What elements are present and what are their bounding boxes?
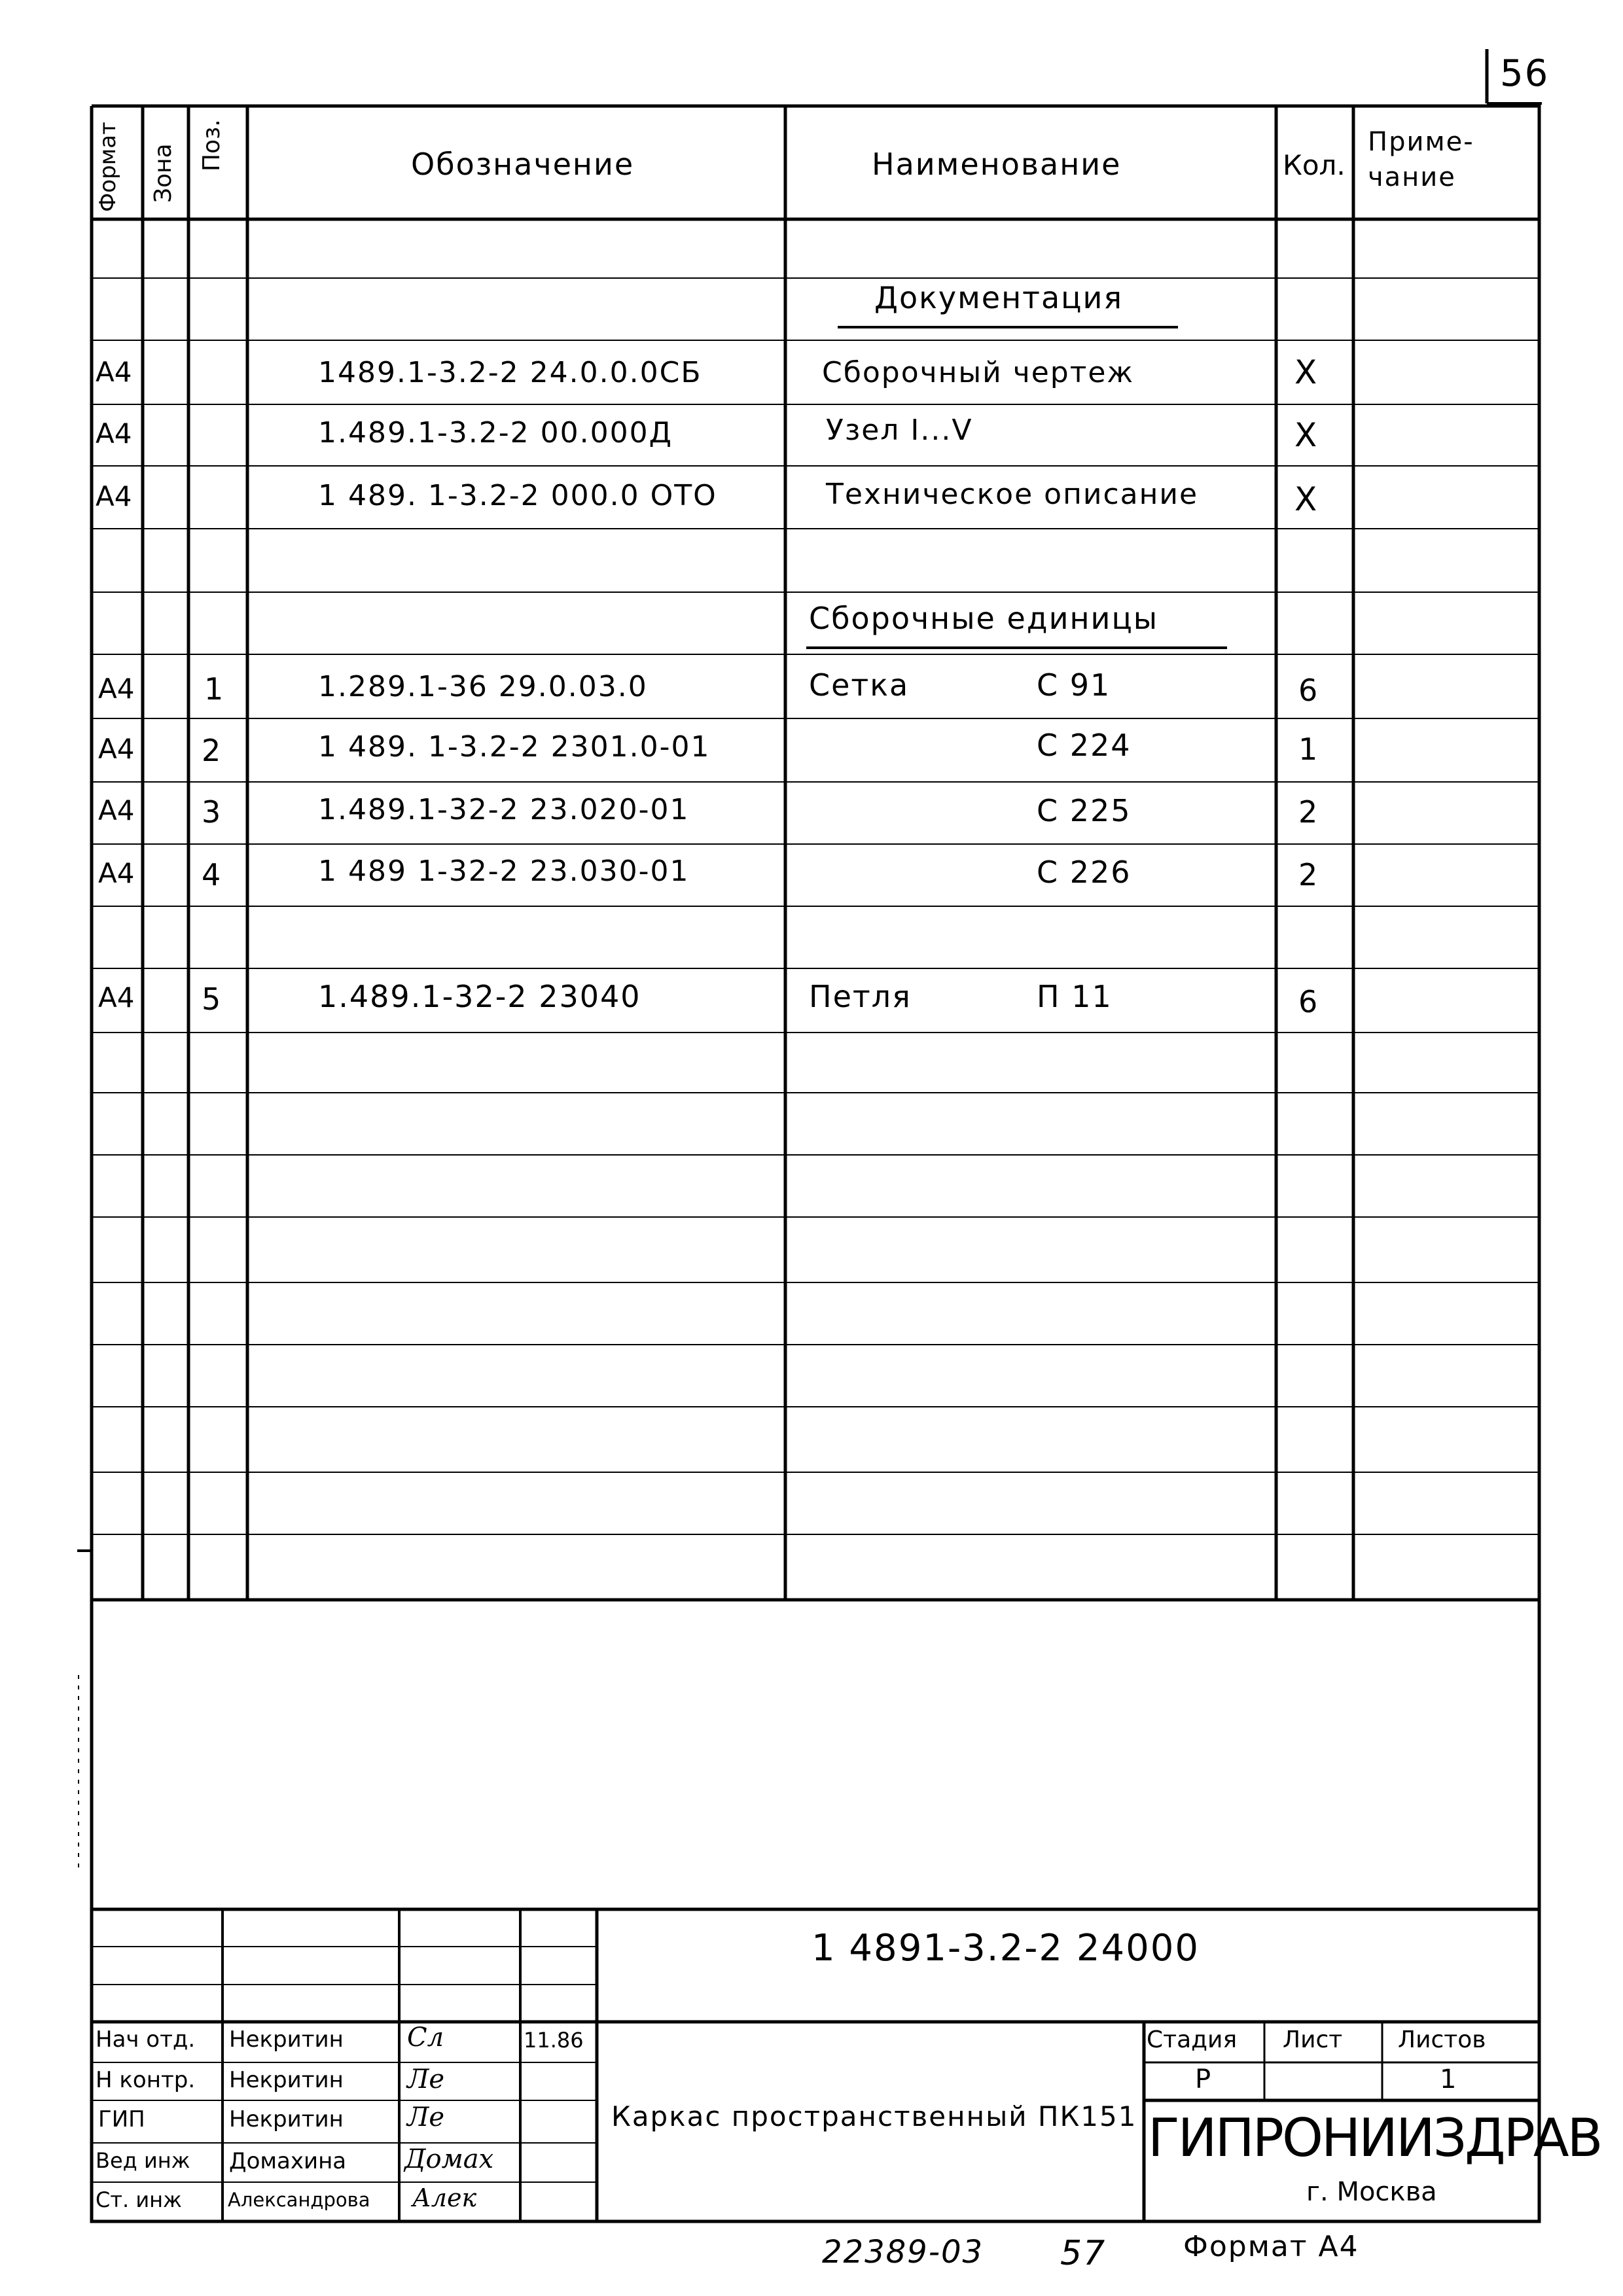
cell-designation: 1 489 1-32-2 23.030-01 bbox=[318, 855, 690, 888]
sheet-label: Лист bbox=[1283, 2026, 1343, 2053]
cell-format: А4 bbox=[98, 794, 135, 826]
header-pos: Поз. bbox=[198, 119, 225, 171]
drawing-title: Каркас пространственный ПК151 bbox=[611, 2100, 1137, 2132]
role: Нач отд. bbox=[96, 2026, 196, 2053]
cell-name: Техническое описание bbox=[826, 478, 1199, 511]
cell-format: А4 bbox=[98, 673, 135, 705]
cell-designation: 1.489.1-3.2-2 00.000Д bbox=[318, 416, 673, 450]
cell-qty: X bbox=[1294, 353, 1317, 391]
signature: Алек bbox=[412, 2183, 477, 2212]
cell-name: Сетка bbox=[809, 667, 910, 703]
header-qty: Кол. bbox=[1283, 149, 1346, 181]
section-documentation: Документация bbox=[874, 280, 1124, 315]
surname: Некритин bbox=[229, 2067, 344, 2093]
cell-qty: 2 bbox=[1298, 857, 1318, 892]
cell-qty: X bbox=[1294, 480, 1317, 518]
cell-name: Сборочный чертеж bbox=[822, 356, 1135, 389]
header-format: Формат bbox=[95, 122, 121, 212]
city: г. Москва bbox=[1306, 2177, 1437, 2207]
header-designation: Обозначение bbox=[411, 147, 635, 182]
doc-code: 1 4891-3.2-2 24000 bbox=[812, 1927, 1200, 1969]
footer-page-number: 57 bbox=[1060, 2234, 1107, 2273]
cell-mark: С 224 bbox=[1037, 728, 1132, 763]
cell-mark: С 91 bbox=[1037, 667, 1111, 703]
organization: ГИПРОНИИЗДРАВ bbox=[1148, 2108, 1601, 2168]
format-label: Формат А4 bbox=[1183, 2230, 1359, 2263]
page-number: 56 bbox=[1500, 52, 1550, 95]
surname: Александрова bbox=[228, 2189, 370, 2211]
signature: Домах bbox=[404, 2144, 494, 2174]
date: 11.86 bbox=[524, 2028, 584, 2053]
cell-format: А4 bbox=[96, 417, 132, 450]
cell-pos: 3 bbox=[202, 794, 221, 830]
stage-value: Р bbox=[1195, 2064, 1211, 2094]
header-name: Наименование bbox=[872, 147, 1122, 182]
stage-label: Стадия bbox=[1147, 2026, 1238, 2053]
cell-pos: 5 bbox=[202, 981, 221, 1017]
role: Ст. инж bbox=[96, 2187, 182, 2212]
cell-designation: 1489.1-3.2-2 24.0.0.0СБ bbox=[318, 356, 702, 389]
cell-name: Петля bbox=[809, 979, 912, 1014]
cell-qty: 2 bbox=[1298, 794, 1318, 830]
header-zone: Зона bbox=[150, 143, 177, 203]
cell-designation: 1 489. 1-3.2-2 2301.0-01 bbox=[318, 730, 711, 764]
signature: Ле bbox=[407, 2102, 445, 2132]
cell-qty: 6 bbox=[1298, 984, 1318, 1019]
role: ГИП bbox=[98, 2106, 145, 2132]
cell-designation: 1.489.1-32-2 23.020-01 bbox=[318, 793, 690, 826]
cell-format: А4 bbox=[98, 857, 135, 889]
role: Вед инж bbox=[96, 2148, 190, 2173]
cell-mark: С 225 bbox=[1037, 793, 1132, 828]
section-assembly-units: Сборочные единицы bbox=[809, 601, 1159, 636]
inventory-number: 22389-03 bbox=[822, 2234, 984, 2270]
cell-format: А4 bbox=[98, 733, 135, 765]
cell-designation: 1.289.1-36 29.0.03.0 bbox=[318, 670, 648, 703]
surname: Некритин bbox=[229, 2026, 344, 2053]
role: Н контр. bbox=[96, 2067, 196, 2093]
surname: Домахина bbox=[229, 2148, 347, 2174]
cell-format: А4 bbox=[98, 981, 135, 1014]
signature: Сл bbox=[407, 2022, 444, 2053]
surname: Некритин bbox=[229, 2106, 344, 2132]
cell-name: Узел I...V bbox=[826, 414, 973, 447]
sheets-value: 1 bbox=[1440, 2064, 1457, 2094]
cell-designation: 1 489. 1-3.2-2 000.0 ОТО bbox=[318, 479, 717, 512]
cell-pos: 2 bbox=[202, 733, 221, 768]
cell-pos: 1 bbox=[204, 671, 224, 707]
cell-mark: П 11 bbox=[1037, 979, 1113, 1014]
sheets-label: Листов bbox=[1398, 2026, 1486, 2053]
cell-qty: 6 bbox=[1298, 673, 1318, 708]
cell-qty: 1 bbox=[1298, 732, 1318, 767]
cell-format: А4 bbox=[96, 480, 132, 512]
cell-qty: X bbox=[1294, 416, 1317, 454]
cell-mark: С 226 bbox=[1037, 855, 1132, 890]
cell-format: А4 bbox=[96, 356, 132, 388]
cell-designation: 1.489.1-32-2 23040 bbox=[318, 979, 641, 1014]
cell-pos: 4 bbox=[202, 857, 221, 892]
header-note: Приме- чание bbox=[1368, 127, 1474, 192]
signature: Ле bbox=[407, 2064, 445, 2094]
